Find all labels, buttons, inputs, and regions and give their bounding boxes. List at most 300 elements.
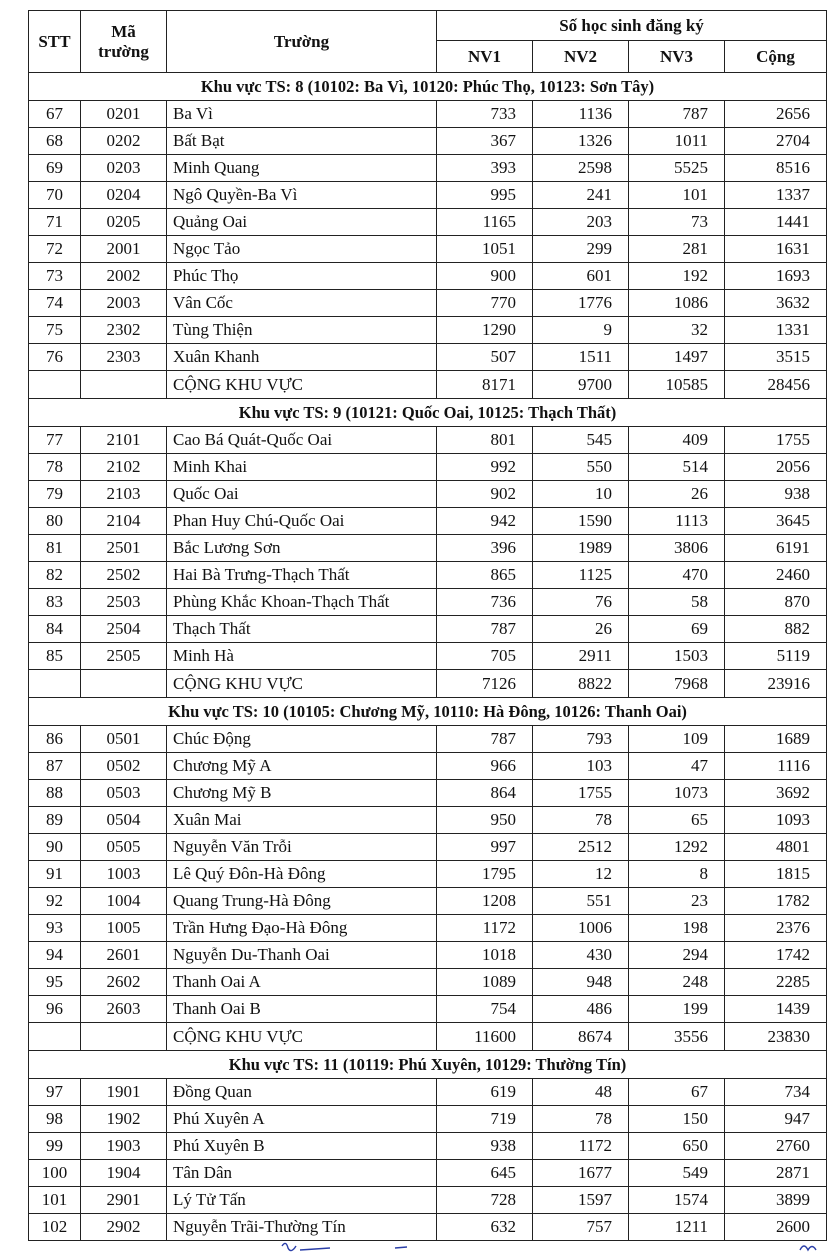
- cell-stt: 78: [29, 454, 81, 481]
- cell-cong: 3515: [725, 344, 827, 371]
- region-title: Khu vực TS: 9 (10121: Quốc Oai, 10125: Thạch Thất): [29, 399, 827, 427]
- table-row: [29, 1133, 827, 1160]
- total-nv2: 8674: [533, 1023, 629, 1051]
- cell-nv3: 47: [629, 753, 725, 780]
- region-header-row: [29, 399, 827, 427]
- cell-stt: 73: [29, 263, 81, 290]
- cell-stt: 79: [29, 481, 81, 508]
- cell-ma-truong: 1004: [81, 888, 167, 915]
- cell-nv2: 757: [533, 1214, 629, 1241]
- cell-ma-truong: 0505: [81, 834, 167, 861]
- cell-cong: 8516: [725, 155, 827, 182]
- cell-ten-truong: Nguyễn Văn Trỗi: [167, 834, 437, 861]
- table-row: [29, 317, 827, 344]
- cell-nv2: 1006: [533, 915, 629, 942]
- cell-nv2: 793: [533, 726, 629, 753]
- cell-ten-truong: Xuân Mai: [167, 807, 437, 834]
- cell-ten-truong: Ngô Quyền-Ba Vì: [167, 182, 437, 209]
- cell-ma-truong: 2303: [81, 344, 167, 371]
- cell-nv3: 199: [629, 996, 725, 1023]
- cell-cong: 5119: [725, 643, 827, 670]
- cell-nv2: 103: [533, 753, 629, 780]
- cell-nv1: 396: [437, 535, 533, 562]
- table-row: [29, 1187, 827, 1214]
- cell-nv1: 645: [437, 1160, 533, 1187]
- cell-ten-truong: Thạch Thất: [167, 616, 437, 643]
- cell-nv1: 619: [437, 1079, 533, 1106]
- cell-ten-truong: Nguyễn Du-Thanh Oai: [167, 942, 437, 969]
- cell-nv2: 2598: [533, 155, 629, 182]
- cell-nv3: 65: [629, 807, 725, 834]
- total-nv1: 8171: [437, 371, 533, 399]
- cell-nv2: 948: [533, 969, 629, 996]
- table-row: [29, 101, 827, 128]
- cell-ma-truong: 2102: [81, 454, 167, 481]
- cell-nv1: 736: [437, 589, 533, 616]
- total-label: CỘNG KHU VỰC: [167, 670, 437, 698]
- footer-handwritten-marks: [0, 1240, 840, 1254]
- cell-nv2: 1755: [533, 780, 629, 807]
- cell-nv2: 1125: [533, 562, 629, 589]
- table-row: [29, 427, 827, 454]
- cell-nv1: 966: [437, 753, 533, 780]
- cell-ten-truong: Chương Mỹ A: [167, 753, 437, 780]
- cell-ten-truong: Phùng Khắc Khoan-Thạch Thất: [167, 589, 437, 616]
- region-header-row: [29, 698, 827, 726]
- cell-stt: 81: [29, 535, 81, 562]
- region-title: Khu vực TS: 11 (10119: Phú Xuyên, 10129: Thường Tín): [29, 1051, 827, 1079]
- cell-nv3: 248: [629, 969, 725, 996]
- cell-stt: 94: [29, 942, 81, 969]
- cell-nv1: 754: [437, 996, 533, 1023]
- cell-nv1: 1165: [437, 209, 533, 236]
- cell-nv1: 801: [437, 427, 533, 454]
- cell-ma-truong: 2104: [81, 508, 167, 535]
- cell-nv2: 1136: [533, 101, 629, 128]
- cell-ma-truong: 2505: [81, 643, 167, 670]
- region-title: Khu vực TS: 10 (10105: Chương Mỹ, 10110: Hà Đông, 10126: Thanh Oai): [29, 698, 827, 726]
- cell-nv1: 705: [437, 643, 533, 670]
- region-total-row: [29, 670, 827, 698]
- cell-ma-truong: 2502: [81, 562, 167, 589]
- cell-ma-truong: 2901: [81, 1187, 167, 1214]
- cell-ten-truong: Xuân Khanh: [167, 344, 437, 371]
- cell-nv3: 58: [629, 589, 725, 616]
- cell-ten-truong: Lý Tử Tấn: [167, 1187, 437, 1214]
- cell-ten-truong: Phúc Thọ: [167, 263, 437, 290]
- cell-nv1: 938: [437, 1133, 533, 1160]
- cell-ten-truong: Lê Quý Đôn-Hà Đông: [167, 861, 437, 888]
- cell-stt: 91: [29, 861, 81, 888]
- cell-cong: 4801: [725, 834, 827, 861]
- total-label: CỘNG KHU VỰC: [167, 371, 437, 399]
- cell-nv1: 995: [437, 182, 533, 209]
- table-row: [29, 753, 827, 780]
- cell-nv3: 1497: [629, 344, 725, 371]
- cell-ten-truong: Quảng Oai: [167, 209, 437, 236]
- cell-nv1: 770: [437, 290, 533, 317]
- cell-ten-truong: Ngọc Tảo: [167, 236, 437, 263]
- cell-ma-truong: 0204: [81, 182, 167, 209]
- cell-ma-truong: 2602: [81, 969, 167, 996]
- total-cong: 23916: [725, 670, 827, 698]
- cell-nv1: 865: [437, 562, 533, 589]
- cell-ten-truong: Minh Quang: [167, 155, 437, 182]
- cell-ten-truong: Phú Xuyên A: [167, 1106, 437, 1133]
- cell-ma-truong: 2001: [81, 236, 167, 263]
- cell-nv1: 507: [437, 344, 533, 371]
- cell-stt: 92: [29, 888, 81, 915]
- cell-cong: 2376: [725, 915, 827, 942]
- cell-stt: 67: [29, 101, 81, 128]
- cell-nv2: 1677: [533, 1160, 629, 1187]
- cell-nv1: 733: [437, 101, 533, 128]
- cell-stt: 101: [29, 1187, 81, 1214]
- cell-cong: 2460: [725, 562, 827, 589]
- cell-cong: 2285: [725, 969, 827, 996]
- cell-nv1: 393: [437, 155, 533, 182]
- table-row: [29, 344, 827, 371]
- cell-cong: 2656: [725, 101, 827, 128]
- cell-nv3: 514: [629, 454, 725, 481]
- cell-nv1: 1290: [437, 317, 533, 344]
- cell-nv2: 10: [533, 481, 629, 508]
- cell-stt: 74: [29, 290, 81, 317]
- table-row: [29, 726, 827, 753]
- cell-ma-truong: 2902: [81, 1214, 167, 1241]
- cell-nv1: 787: [437, 616, 533, 643]
- region-total-row: [29, 371, 827, 399]
- cell-nv3: 150: [629, 1106, 725, 1133]
- cell-nv2: 203: [533, 209, 629, 236]
- cell-nv1: 728: [437, 1187, 533, 1214]
- cell-nv3: 192: [629, 263, 725, 290]
- cell-stt: 68: [29, 128, 81, 155]
- cell-nv3: 5525: [629, 155, 725, 182]
- table-row: [29, 1079, 827, 1106]
- cell-nv1: 1172: [437, 915, 533, 942]
- cell-stt: 69: [29, 155, 81, 182]
- cell-stt: 98: [29, 1106, 81, 1133]
- header-so-hoc-sinh: Số học sinh đăng ký: [437, 11, 827, 41]
- cell-ma-truong: 2302: [81, 317, 167, 344]
- cell-cong: 1116: [725, 753, 827, 780]
- cell-nv1: 950: [437, 807, 533, 834]
- cell-cong: 870: [725, 589, 827, 616]
- cell-stt: 88: [29, 780, 81, 807]
- cell-nv1: 864: [437, 780, 533, 807]
- cell-cong: 1742: [725, 942, 827, 969]
- cell-nv2: 545: [533, 427, 629, 454]
- table-body: [29, 73, 827, 1241]
- cell-ma-truong: 0503: [81, 780, 167, 807]
- table-row: [29, 1106, 827, 1133]
- total-cong: 23830: [725, 1023, 827, 1051]
- cell-ten-truong: Vân Cốc: [167, 290, 437, 317]
- total-label: CỘNG KHU VỰC: [167, 1023, 437, 1051]
- cell-ten-truong: Bất Bạt: [167, 128, 437, 155]
- cell-nv2: 1511: [533, 344, 629, 371]
- cell-ten-truong: Quang Trung-Hà Đông: [167, 888, 437, 915]
- cell-cong: 3645: [725, 508, 827, 535]
- table-row: [29, 861, 827, 888]
- table-row: [29, 263, 827, 290]
- cell-stt: 76: [29, 344, 81, 371]
- cell-nv3: 1574: [629, 1187, 725, 1214]
- cell-ma-truong: 2103: [81, 481, 167, 508]
- registration-table: [28, 10, 827, 1241]
- cell-ma-truong: 1005: [81, 915, 167, 942]
- cell-nv1: 942: [437, 508, 533, 535]
- cell-stt: 97: [29, 1079, 81, 1106]
- cell-cong: 1689: [725, 726, 827, 753]
- cell-nv1: 367: [437, 128, 533, 155]
- total-nv3: 10585: [629, 371, 725, 399]
- cell-nv2: 12: [533, 861, 629, 888]
- cell-nv3: 281: [629, 236, 725, 263]
- cell-ma-truong: 1902: [81, 1106, 167, 1133]
- cell-ten-truong: Quốc Oai: [167, 481, 437, 508]
- cell-stt: 96: [29, 996, 81, 1023]
- cell-stt: 83: [29, 589, 81, 616]
- table-row: [29, 128, 827, 155]
- table-row: [29, 209, 827, 236]
- cell-stt: 100: [29, 1160, 81, 1187]
- table-row: [29, 236, 827, 263]
- cell-nv3: 69: [629, 616, 725, 643]
- cell-nv2: 1590: [533, 508, 629, 535]
- table-row: [29, 1160, 827, 1187]
- cell-nv3: 1011: [629, 128, 725, 155]
- table-row: [29, 834, 827, 861]
- cell-nv3: 1073: [629, 780, 725, 807]
- cell-ma-truong: 2503: [81, 589, 167, 616]
- total-nv1: 11600: [437, 1023, 533, 1051]
- cell-cong: 3692: [725, 780, 827, 807]
- cell-cong: 882: [725, 616, 827, 643]
- cell-empty: [29, 670, 81, 698]
- cell-ma-truong: 1904: [81, 1160, 167, 1187]
- header-nv2: NV2: [533, 41, 629, 73]
- cell-cong: 1782: [725, 888, 827, 915]
- header-cong: Cộng: [725, 41, 827, 73]
- cell-stt: 85: [29, 643, 81, 670]
- cell-ten-truong: Ba Vì: [167, 101, 437, 128]
- cell-ma-truong: 1003: [81, 861, 167, 888]
- header-nv3: NV3: [629, 41, 725, 73]
- cell-ma-truong: 1903: [81, 1133, 167, 1160]
- cell-ten-truong: Bắc Lương Sơn: [167, 535, 437, 562]
- cell-nv3: 198: [629, 915, 725, 942]
- cell-ten-truong: Nguyễn Trãi-Thường Tín: [167, 1214, 437, 1241]
- cell-empty: [29, 1023, 81, 1051]
- cell-nv1: 992: [437, 454, 533, 481]
- cell-nv2: 299: [533, 236, 629, 263]
- cell-nv2: 48: [533, 1079, 629, 1106]
- cell-ma-truong: 2603: [81, 996, 167, 1023]
- cell-nv2: 241: [533, 182, 629, 209]
- table-header: [29, 11, 827, 73]
- header-ma-truong: Mã trường: [81, 11, 167, 73]
- cell-nv3: 23: [629, 888, 725, 915]
- cell-nv2: 1172: [533, 1133, 629, 1160]
- cell-empty: [29, 371, 81, 399]
- cell-ma-truong: 2504: [81, 616, 167, 643]
- cell-nv3: 294: [629, 942, 725, 969]
- cell-nv3: 73: [629, 209, 725, 236]
- cell-cong: 2600: [725, 1214, 827, 1241]
- cell-ten-truong: Cao Bá Quát-Quốc Oai: [167, 427, 437, 454]
- table-row: [29, 508, 827, 535]
- cell-nv2: 551: [533, 888, 629, 915]
- cell-ten-truong: Trần Hưng Đạo-Hà Đông: [167, 915, 437, 942]
- cell-stt: 89: [29, 807, 81, 834]
- cell-stt: 84: [29, 616, 81, 643]
- region-header-row: [29, 1051, 827, 1079]
- cell-nv2: 1989: [533, 535, 629, 562]
- cell-stt: 80: [29, 508, 81, 535]
- cell-ma-truong: 2501: [81, 535, 167, 562]
- cell-nv1: 1051: [437, 236, 533, 263]
- cell-nv1: 997: [437, 834, 533, 861]
- cell-stt: 93: [29, 915, 81, 942]
- cell-stt: 71: [29, 209, 81, 236]
- cell-nv3: 1211: [629, 1214, 725, 1241]
- region-total-row: [29, 1023, 827, 1051]
- cell-nv2: 78: [533, 1106, 629, 1133]
- cell-nv3: 67: [629, 1079, 725, 1106]
- table-row: [29, 155, 827, 182]
- cell-cong: 1093: [725, 807, 827, 834]
- cell-nv1: 900: [437, 263, 533, 290]
- cell-nv3: 650: [629, 1133, 725, 1160]
- header-nv1: NV1: [437, 41, 533, 73]
- cell-nv3: 549: [629, 1160, 725, 1187]
- cell-ma-truong: 1901: [81, 1079, 167, 1106]
- cell-nv1: 1089: [437, 969, 533, 996]
- total-cong: 28456: [725, 371, 827, 399]
- total-nv3: 7968: [629, 670, 725, 698]
- cell-stt: 102: [29, 1214, 81, 1241]
- table-row: [29, 182, 827, 209]
- cell-ten-truong: Tùng Thiện: [167, 317, 437, 344]
- cell-ten-truong: Đồng Quan: [167, 1079, 437, 1106]
- table-row: [29, 562, 827, 589]
- cell-nv3: 787: [629, 101, 725, 128]
- cell-stt: 77: [29, 427, 81, 454]
- cell-ma-truong: 0205: [81, 209, 167, 236]
- cell-cong: 3632: [725, 290, 827, 317]
- cell-nv1: 902: [437, 481, 533, 508]
- cell-cong: 938: [725, 481, 827, 508]
- cell-nv3: 3806: [629, 535, 725, 562]
- cell-nv3: 109: [629, 726, 725, 753]
- cell-nv3: 1113: [629, 508, 725, 535]
- cell-nv2: 550: [533, 454, 629, 481]
- cell-nv1: 787: [437, 726, 533, 753]
- cell-nv1: 1208: [437, 888, 533, 915]
- cell-ma-truong: 0202: [81, 128, 167, 155]
- cell-nv3: 1086: [629, 290, 725, 317]
- header-stt: STT: [29, 11, 81, 73]
- table-row: [29, 589, 827, 616]
- table-row: [29, 942, 827, 969]
- cell-nv3: 101: [629, 182, 725, 209]
- total-nv2: 9700: [533, 371, 629, 399]
- cell-stt: 90: [29, 834, 81, 861]
- cell-cong: 947: [725, 1106, 827, 1133]
- cell-ma-truong: 2003: [81, 290, 167, 317]
- cell-cong: 1337: [725, 182, 827, 209]
- table-row: [29, 1214, 827, 1241]
- cell-stt: 82: [29, 562, 81, 589]
- cell-cong: 3899: [725, 1187, 827, 1214]
- cell-nv2: 430: [533, 942, 629, 969]
- cell-ten-truong: Phú Xuyên B: [167, 1133, 437, 1160]
- table-row: [29, 888, 827, 915]
- cell-ma-truong: 0203: [81, 155, 167, 182]
- cell-empty: [81, 670, 167, 698]
- cell-ma-truong: 2101: [81, 427, 167, 454]
- cell-stt: 70: [29, 182, 81, 209]
- cell-nv3: 32: [629, 317, 725, 344]
- cell-ten-truong: Tân Dân: [167, 1160, 437, 1187]
- cell-nv2: 1326: [533, 128, 629, 155]
- cell-cong: 1439: [725, 996, 827, 1023]
- cell-ten-truong: Thanh Oai A: [167, 969, 437, 996]
- cell-cong: 1441: [725, 209, 827, 236]
- total-nv2: 8822: [533, 670, 629, 698]
- cell-nv2: 26: [533, 616, 629, 643]
- total-nv3: 3556: [629, 1023, 725, 1051]
- cell-ten-truong: Hai Bà Trưng-Thạch Thất: [167, 562, 437, 589]
- cell-nv2: 2512: [533, 834, 629, 861]
- cell-stt: 87: [29, 753, 81, 780]
- cell-nv2: 76: [533, 589, 629, 616]
- cell-nv2: 2911: [533, 643, 629, 670]
- region-header-row: [29, 73, 827, 101]
- cell-nv3: 1292: [629, 834, 725, 861]
- cell-ten-truong: Chương Mỹ B: [167, 780, 437, 807]
- table-row: [29, 807, 827, 834]
- cell-cong: 2056: [725, 454, 827, 481]
- cell-nv2: 1776: [533, 290, 629, 317]
- cell-nv3: 470: [629, 562, 725, 589]
- cell-nv2: 601: [533, 263, 629, 290]
- cell-stt: 95: [29, 969, 81, 996]
- cell-nv1: 719: [437, 1106, 533, 1133]
- cell-nv1: 632: [437, 1214, 533, 1241]
- cell-cong: 734: [725, 1079, 827, 1106]
- table-row: [29, 969, 827, 996]
- table-row: [29, 915, 827, 942]
- cell-empty: [81, 1023, 167, 1051]
- table-row: [29, 643, 827, 670]
- cell-ten-truong: Minh Khai: [167, 454, 437, 481]
- cell-cong: 6191: [725, 535, 827, 562]
- region-title: Khu vực TS: 8 (10102: Ba Vì, 10120: Phúc Thọ, 10123: Sơn Tây): [29, 73, 827, 101]
- cell-nv2: 9: [533, 317, 629, 344]
- cell-cong: 1755: [725, 427, 827, 454]
- cell-ten-truong: Chúc Động: [167, 726, 437, 753]
- table-row: [29, 481, 827, 508]
- cell-nv3: 8: [629, 861, 725, 888]
- cell-cong: 2871: [725, 1160, 827, 1187]
- cell-nv2: 78: [533, 807, 629, 834]
- table-row: [29, 535, 827, 562]
- cell-cong: 2704: [725, 128, 827, 155]
- cell-ma-truong: 0501: [81, 726, 167, 753]
